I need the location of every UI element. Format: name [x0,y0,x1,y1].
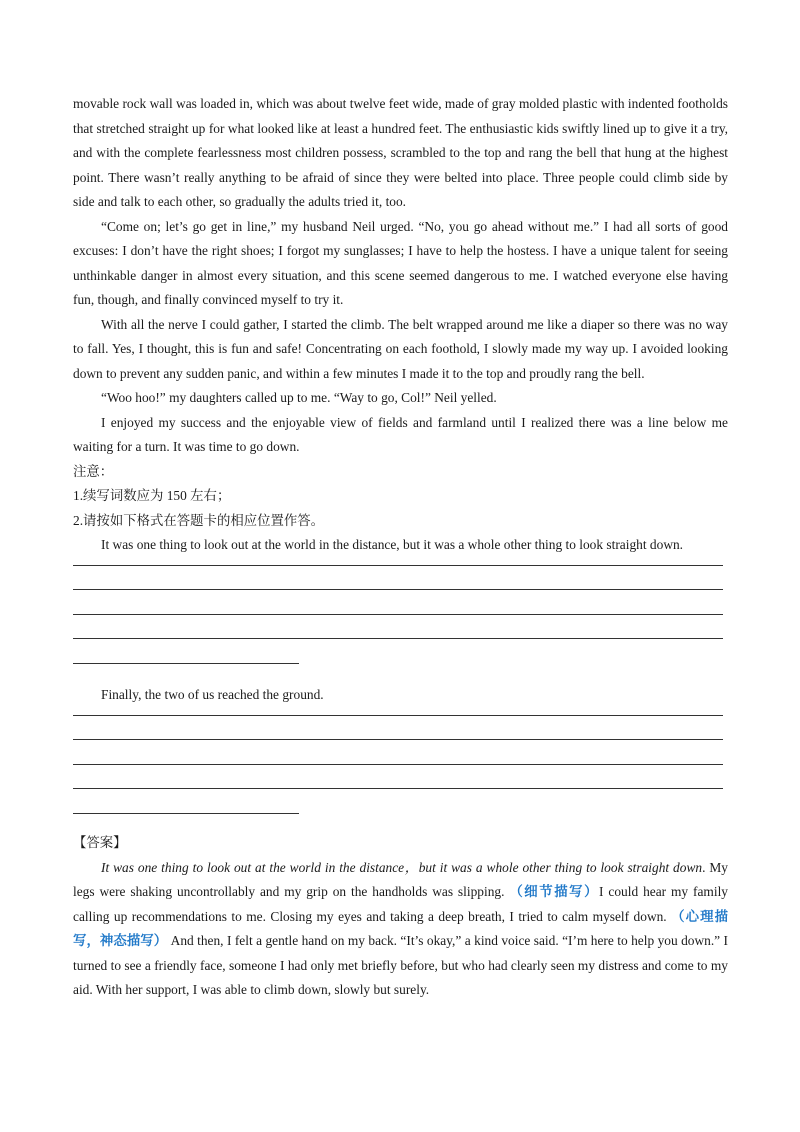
notes-item-1: 1.续写词数应为 150 左右； [73,488,231,503]
annotation-tag-2: （心理描写，神态描写） [73,908,728,948]
answer-sentence-1: My legs were shaking uncontrollably and my grip on the handholds was slipping. [73,859,728,899]
passage-paragraph-3: With all the nerve I could gather, I started the climb. The belt wrapped around me like a diaper so there was no way to fall. Yes, I thought, this is fun and safe! Concentrating on each foothold, I slowly made my way up. I avoided looking down to prevent any sudden panic, and within a few minutes I made it to the top and proudly rang the bell. [73,316,728,381]
passage-paragraph-4: “Woo hoo!” my daughters called up to me. “Way to go, Col!” Neil yelled. [101,390,497,405]
writing-line [73,614,723,615]
document-body [73,92,728,1003]
answer-lines-second [73,715,728,814]
passage-paragraph-5: I enjoyed my success and the enjoyable view of fields and farmland until I realized there was a line below me waiting for a turn. It was time to go down. [73,414,728,454]
answer-paragraph [73,856,728,1003]
writing-line [73,715,723,716]
writing-line-short [73,813,299,814]
writing-line-short [73,663,299,664]
answer-sentence-2: I could hear my family calling up recommendations to me. Closing my eyes and taking a deep breath, I tried to calm myself down. [73,884,728,924]
writing-line [73,638,723,639]
passage-paragraph-1: movable rock wall was loaded in, which was about twelve feet wide, made of gray molded plastic with indented footholds that stretched straight up for what looked like at least a hundred feet. The enthusiastic kids swiftly lined up to give it a try, and with the complete fearlessness most children possess, scrambled to the top and rang the bell that hung at the highest point. There wasn’t really anything to be afraid of since they were belted into place. Three people could climb side by side and talk to each other, so gradually the adults tried it, too. [73,96,728,209]
writing-line [73,764,723,765]
writing-line [73,788,723,789]
notes-label: 注意： [73,463,114,479]
writing-line [73,589,723,590]
annotation-tag-1: （细节描写） [509,884,600,899]
notes-item-2: 2.请按如下格式在答题卡的相应位置作答。 [73,512,325,528]
answer-opening: It was one thing to look out at the world in the distance，but it was a whole other thing to look straight down [101,859,703,875]
prompt-second: Finally, the two of us reached the ground. [101,687,324,702]
passage-paragraph-2: “Come on; let’s go get in line,” my husband Neil urged. “No, you go ahead without me.” I had all sorts of good excuses: I don’t have the right shoes; I forgot my sunglasses; I have to help the hostess. I have a unique talent for seeing unthinkable danger in almost every situation, and this scene seemed dangerous to me. I watched everyone else having fun, though, and finally convinced myself to try it. [73,218,728,307]
prompt-first: It was one thing to look out at the world in the distance, but it was a whole other thing to look straight down. [101,537,684,552]
writing-line [73,739,723,740]
answer-sentence-3: And then, I felt a gentle hand on my back. “It’s okay,” a kind voice said. “I’m here to help you down.” I turned to see a friendly face, someone I had only met briefly before, but who had clearly seen my distress and come to my aid. With her support, I was able to climb down, slowly but surely. [73,933,728,997]
writing-line [73,565,723,566]
answer-label: 【答案】 [73,835,127,850]
answer-lines-first [73,565,728,664]
answer-opening-end: . [702,859,706,875]
